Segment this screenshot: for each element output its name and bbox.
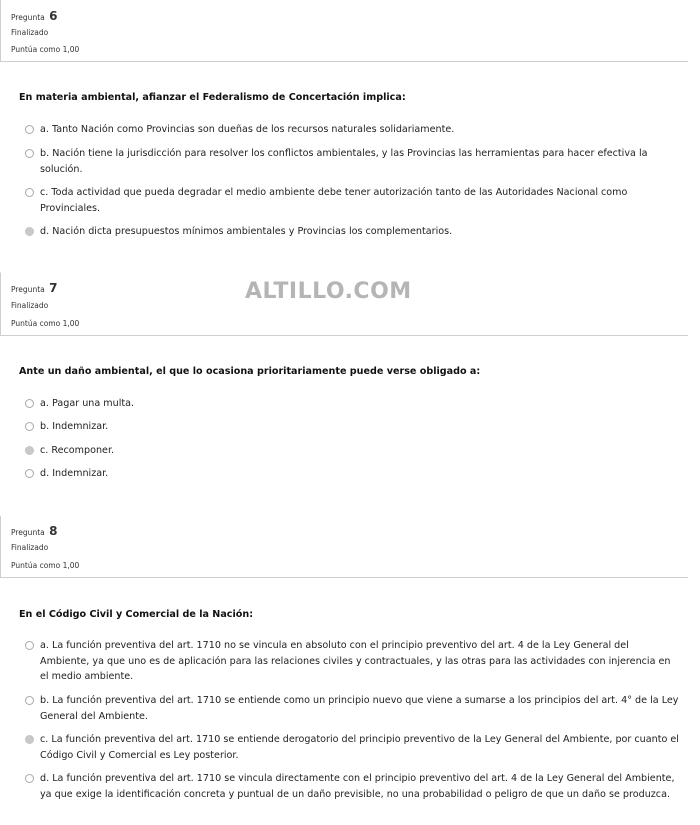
option-text [40, 396, 680, 412]
radio-button-selected[interactable] [25, 446, 34, 455]
question-score: Puntúa como 1,00 [11, 319, 80, 328]
radio-button[interactable] [25, 641, 34, 650]
option-letter: d. [40, 468, 50, 479]
question-label [11, 281, 57, 295]
option-label: Indemnizar. [52, 468, 109, 479]
question-label-text: Pregunta [11, 285, 45, 294]
option-letter: a. [40, 124, 49, 135]
option-label: Nación dicta presupuestos mínimos ambientales y Provincias los complementarios. [52, 226, 453, 237]
radio-button-selected[interactable] [25, 735, 34, 744]
option-text [40, 146, 680, 177]
option-text [40, 122, 680, 138]
option-text [40, 732, 680, 763]
radio-button[interactable] [25, 188, 34, 197]
question-number: 6 [49, 9, 58, 23]
watermark: ALTILLO.COM [245, 279, 412, 304]
option-letter: b. [40, 695, 50, 706]
question-status: Finalizado [11, 301, 49, 310]
radio-button[interactable] [25, 399, 34, 408]
question-label [11, 524, 57, 538]
question-info-8 [0, 516, 688, 578]
radio-button[interactable] [25, 774, 34, 783]
question-number: 8 [49, 524, 58, 538]
question-label-text: Pregunta [11, 13, 45, 22]
option-label: La función preventiva del art. 1710 se entiende como un principio nuevo que viene a sumarse a los principios del art. 4° de la Ley General del Ambiente. [40, 695, 679, 722]
option-label: La función preventiva del art. 1710 se vincula directamente con el principio preventivo del art. 4 de la Ley General del Ambiente, ya que exige la identificación concreta y puntual de un daño previsible, no una probabilidad o peligro de que un daño se produzca. [40, 773, 675, 800]
option-letter: d. [40, 773, 50, 784]
question-score: Puntúa como 1,00 [11, 561, 80, 570]
option-text [40, 638, 680, 685]
option-label: La función preventiva del art. 1710 no se vincula en absoluto con el principio preventivo del art. 4 de la Ley General del Ambiente, ya que uno es de aplicación para las relaciones civiles y contractuales, y las otras para las actividades con injerencia en el medio ambiente. [40, 640, 671, 682]
question-score: Puntúa como 1,00 [11, 45, 80, 54]
radio-button[interactable] [25, 149, 34, 158]
radio-button-selected[interactable] [25, 227, 34, 236]
question-label [11, 9, 57, 23]
question-number: 7 [49, 281, 58, 295]
option-letter: c. [40, 445, 49, 456]
question-text: En el Código Civil y Comercial de la Nación: [19, 609, 254, 620]
option-label: La función preventiva del art. 1710 se entiende derogatorio del principio preventivo de la Ley General del Ambiente, por cuanto el Código Civil y Comercial es Ley posterior. [40, 734, 679, 761]
option-text [40, 185, 680, 216]
option-letter: b. [40, 421, 50, 432]
option-label: Recomponer. [51, 445, 115, 456]
question-status: Finalizado [11, 543, 49, 552]
option-label: Toda actividad que pueda degradar el medio ambiente debe tener autorización tanto de las Autoridades Nacional como Provinciales. [40, 187, 628, 214]
option-letter: a. [40, 640, 49, 651]
option-label: Indemnizar. [52, 421, 109, 432]
question-status: Finalizado [11, 28, 49, 37]
radio-button[interactable] [25, 422, 34, 431]
radio-button[interactable] [25, 125, 34, 134]
option-letter: a. [40, 398, 49, 409]
option-text [40, 443, 680, 459]
option-letter: c. [40, 187, 49, 198]
option-letter: b. [40, 148, 50, 159]
option-label: Tanto Nación como Provincias son dueñas de los recursos naturales solidariamente. [52, 124, 455, 135]
question-info-6 [0, 0, 688, 62]
option-label: Nación tiene la jurisdicción para resolver los conflictos ambientales, y las Provincias las herramientas para hacer efectiva la solución. [40, 148, 648, 175]
radio-button[interactable] [25, 696, 34, 705]
question-label-text: Pregunta [11, 528, 45, 537]
question-text: Ante un daño ambiental, el que lo ocasiona prioritariamente puede verse obligado a: [19, 366, 481, 377]
option-label: Pagar una multa. [52, 398, 135, 409]
option-text [40, 466, 680, 482]
question-text: En materia ambiental, afianzar el Federalismo de Concertación implica: [19, 92, 406, 103]
option-text [40, 419, 680, 435]
option-text [40, 693, 680, 724]
option-letter: c. [40, 734, 49, 745]
radio-button[interactable] [25, 469, 34, 478]
option-letter: d. [40, 226, 50, 237]
option-text [40, 771, 680, 802]
option-text [40, 224, 680, 240]
